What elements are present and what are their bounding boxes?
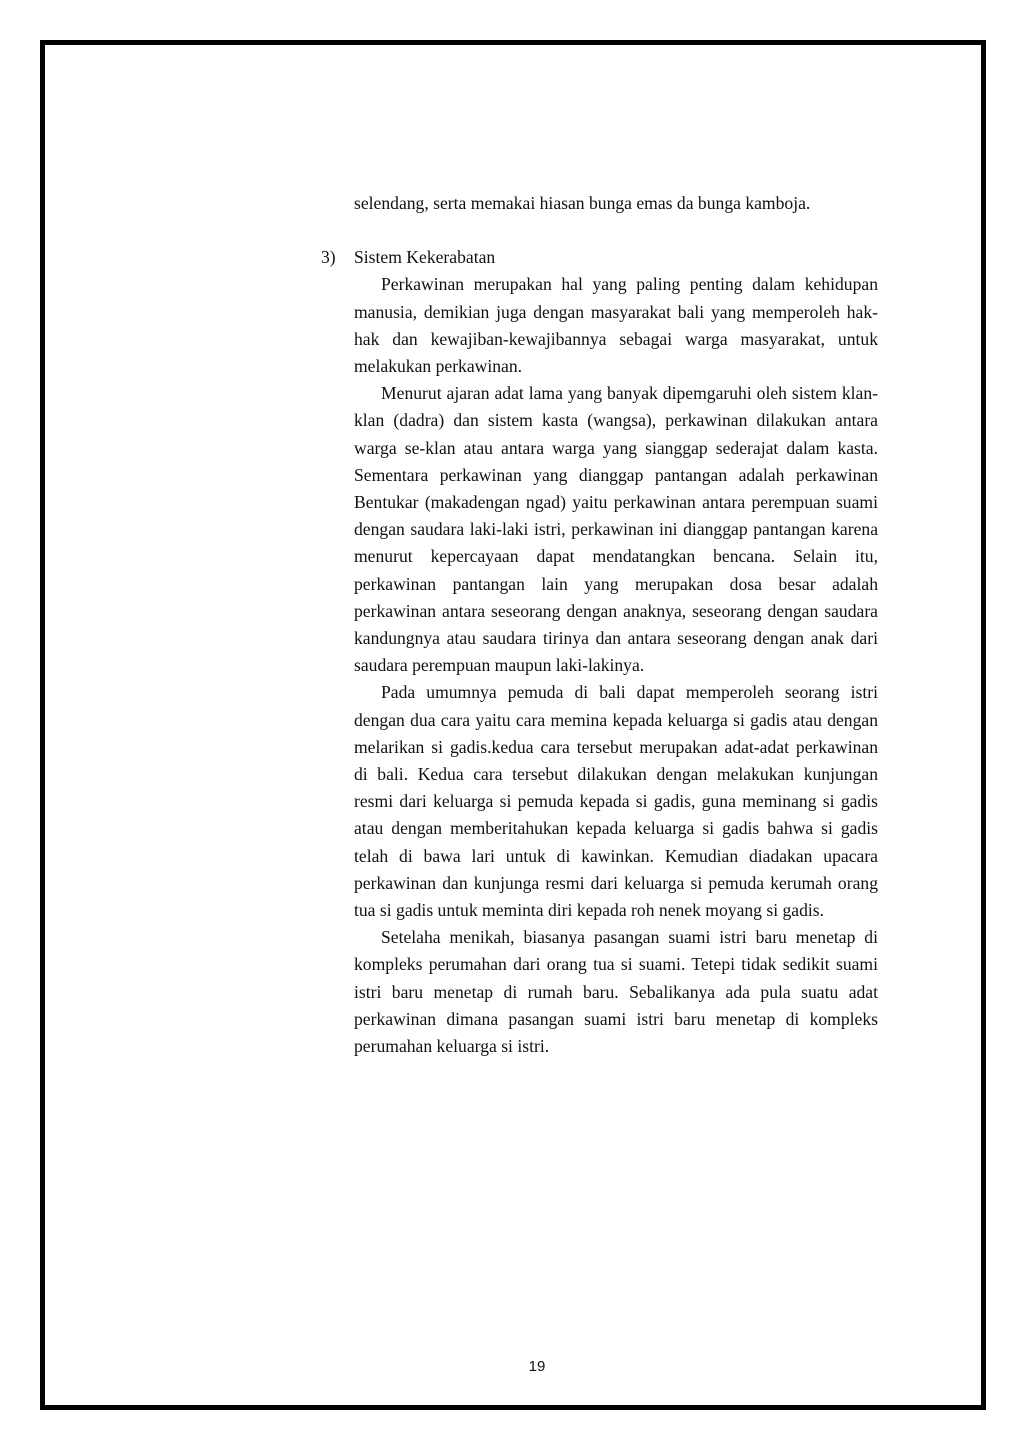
body-paragraph-4: Setelaha menikah, biasanya pasangan suami istri baru menetap di kompleks perumahan dari orang tua si suami. Tetepi tidak sedikit suami istri baru menetap di rumah baru. Sebalikanya ada pula suatu adat perkawinan dimana pasangan suami istri baru menetap di kompleks perumahan keluarga si istri. (354, 927, 878, 1057)
page-number: 19 (528, 1358, 546, 1375)
body-paragraph-3: Pada umumnya pemuda di bali dapat memperoleh seorang istri dengan dua cara yaitu cara memina kepada keluarga si gadis atau dengan melarikan si gadis.kedua cara tersebut merupakan adat-adat perkawinan di bali. Kedua cara tersebut dilakukan dengan melakukan kunjungan resmi dari keluarga si pemuda kepada si gadis, guna meminang si gadis atau dengan memberitahukan kepada keluarga si gadis bahwa si gadis telah di bawa lari untuk di kawinkan. Kemudian diadakan upacara perkawinan dan kunjunga resmi dari keluarga si pemuda kerumah orang tua si gadis untuk meminta diri kepada roh nenek moyang si gadis. (354, 682, 878, 921)
body-paragraph-2: Menurut ajaran adat lama yang banyak dipemgaruhi oleh sistem klan-klan (dadra) dan sistem kasta (wangsa), perkawinan dilakukan antara warga se-klan atau antara warga yang sianggap sederajat dalam kasta. Sementara perkawinan yang dianggap pantangan adalah perkawinan Bentukar (makadengan ngad) yaitu perkawinan antara perempuan suami dengan saudara laki-laki istri, perkawinan ini dianggap pantangan karena menurut kepercayaan dapat mendatangkan bencana. Selain itu, perkawinan pantangan lain yang merupakan dosa besar adalah perkawinan antara seseorang dengan anaknya, seseorang dengan saudara kandungnya atau saudara tirinya dan antara seseorang dengan anak dari saudara perempuan maupun laki-lakinya. (354, 383, 878, 676)
section-heading (321, 244, 878, 271)
section-title: Sistem Kekerabatan (354, 247, 496, 268)
paragraph-spacer (354, 217, 878, 244)
document-body (321, 190, 878, 1060)
continuation-paragraph: selendang, serta memakai hiasan bunga emas da bunga kamboja. (354, 193, 811, 213)
body-paragraph-1: Perkawinan merupakan hal yang paling penting dalam kehidupan manusia, demikian juga dengan masyarakat bali yang memperoleh hak-hak dan kewajiban-kewajibannya sebagai warga masyarakat, untuk melakukan perkawinan. (354, 274, 878, 377)
section-number: 3) (321, 247, 336, 268)
